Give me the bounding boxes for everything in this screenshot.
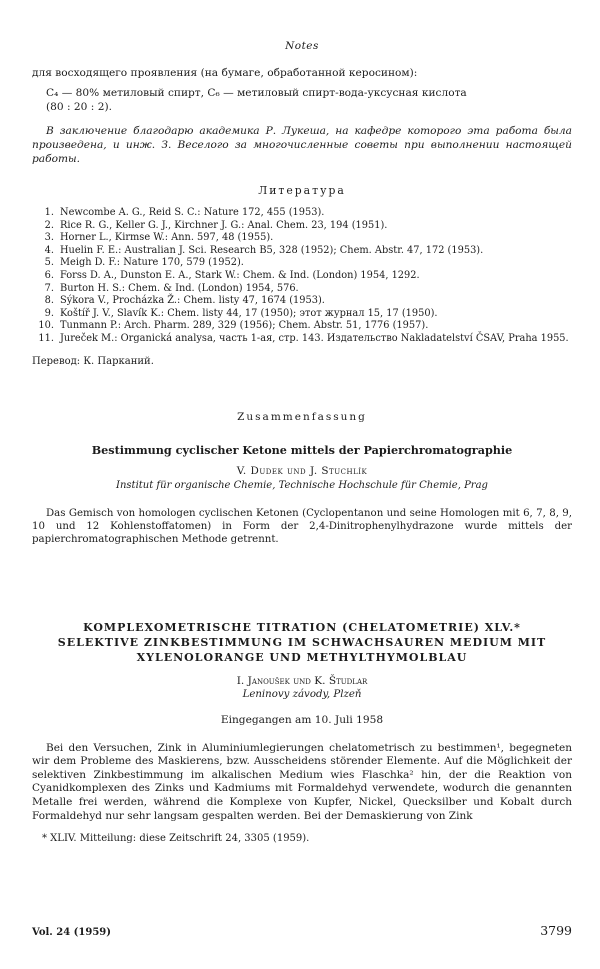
zusammenfassung-institute: Institut für organische Chemie, Technische Hochschule für Chemie, Prag [116, 479, 488, 491]
translator-credit: Перевод: К. Парканий. [32, 355, 154, 367]
reference-text: Newcombe A. G., Reid S. C.: Nature 172, 455 (1953). [60, 207, 325, 218]
solvent-line-2: (80 : 20 : 2). [46, 101, 112, 113]
article-authors: I. Janoušek und K. Študlar [236, 674, 368, 687]
article-title-line-1: KOMPLEXOMETRISCHE TITRATION (CHELATOMETRIE) XLV.* [83, 620, 521, 634]
article-title-line-2: SELEKTIVE ZINKBESTIMMUNG IM SCHWACHSAUREN MEDIUM MIT [57, 635, 547, 649]
reference-number: 4. [44, 244, 54, 256]
reference-item [32, 308, 572, 321]
reference-number: 8. [44, 295, 54, 307]
reference-text: Tunmann P.: Arch. Pharm. 289, 329 (1956); Chem. Abstr. 51, 1776 (1957). [60, 320, 429, 332]
zusammenfassung-title: Bestimmung cyclischer Ketone mittels der Papierchromatographie [91, 442, 513, 457]
reference-number: 1. [44, 207, 54, 218]
zusammenfassung-authors: V. Dudek und J. Stuchlík [236, 464, 368, 477]
reference-number: 11. [38, 332, 54, 344]
solvent-line-1: C₄ — 80% метиловый спирт, C₆ — метиловый спирт-вода-уксусная кислота [46, 87, 467, 99]
reference-text: Huelin F. E.: Australian J. Sci. Research B5, 328 (1952); Chem. Abstr. 47, 172 (1953). [60, 244, 484, 256]
article-title [32, 620, 572, 665]
reference-item [32, 232, 572, 245]
reference-item [32, 245, 572, 258]
reference-number: 6. [44, 269, 54, 281]
article-footnote: * XLIV. Mitteilung: diese Zeitschrift 24, 3305 (1959). [42, 833, 310, 845]
page-footer [32, 923, 572, 938]
reference-number: 3. [44, 232, 54, 244]
reference-item [32, 220, 572, 233]
page-number: 3799 [540, 923, 572, 938]
zusammenfassung-heading: Zusammenfassung [237, 410, 367, 423]
literature-heading: Литература [258, 184, 346, 197]
solvent-systems [46, 86, 572, 114]
reference-text: Meigh D. F.: Nature 170, 579 (1952). [60, 257, 244, 269]
acknowledgement: В заключение благодарю академика Р. Лукеша, на кафедре которого эта работа была произведена, и инж. З. Веселого за многочисленные советы при выполнении настоящей работы. [32, 125, 572, 165]
reference-list [32, 207, 572, 346]
reference-item [32, 207, 572, 220]
running-head: Notes [285, 40, 319, 52]
intro-line: для восходящего проявления (на бумаге, обработанной керосином): [32, 67, 418, 79]
reference-item [32, 283, 572, 296]
reference-number: 10. [38, 320, 54, 332]
reference-text: Burton H. S.: Chem. & Ind. (London) 1954, 576. [60, 282, 299, 294]
reference-item [32, 295, 572, 308]
zusammenfassung-body: Das Gemisch von homologen cyclischen Ketonen (Cyclopentanon und seine Homologen mit 6, 7, 8, 9, 10 und 12 Kohlenstoffatomen) in Form der 2,4-Dinitrophenylhydrazone wurde mittels der papierchromatographischen Methode getrennt. [32, 507, 572, 545]
reference-text: Horner L., Kirmse W.: Ann. 597, 48 (1955). [60, 232, 274, 244]
reference-number: 7. [44, 282, 54, 294]
reference-item [32, 270, 572, 283]
reference-number: 2. [44, 219, 54, 231]
reference-item [32, 257, 572, 270]
reference-item [32, 320, 572, 333]
reference-text: Jureček M.: Organická analysa, часть 1-ая, стр. 143. Издательство Nakladatelství ČSAV, Praha 1955. [60, 332, 569, 344]
reference-text: Sýkora V., Procházka Ž.: Chem. listy 47, 1674 (1953). [60, 295, 325, 307]
article-body: Bei den Versuchen, Zink in Aluminiumlegierungen chelatometrisch zu bestimmen¹, begegneten wir dem Probleme des Maskierens, bzw. Ausscheidens störender Elemente. Auf die Möglichkeit der selektiven Zinkbestimmung im alkalischen Medium wies Flaschka² hin, der die Reaktion von Cyanidkomplexen des Zinks und Kadmiums mit Formaldehyd verwendete, wodurch die genannten Metalle frei werden, während die Komplexe von Kupfer, Nickel, Quecksilber und Kobalt durch Formaldehyd nur sehr langsam gespalten werden. Bei der Demaskierung von Zink [32, 741, 572, 822]
reference-text: Rice R. G., Keller G. J., Kirchner J. G.: Anal. Chem. 23, 194 (1951). [60, 219, 388, 231]
reference-item [32, 333, 572, 346]
reference-number: 9. [44, 307, 54, 319]
article-affiliation: Leninovy závody, Plzeň [242, 688, 362, 700]
article-received-date: Eingegangen am 10. Juli 1958 [220, 713, 384, 726]
volume-label: Vol. 24 (1959) [32, 927, 111, 938]
reference-text: Forss D. A., Dunston E. A., Stark W.: Chem. & Ind. (London) 1954, 1292. [60, 269, 420, 281]
reference-text: Koštíř J. V., Slavík K.: Chem. listy 44, 17 (1950); этот журнал 15, 17 (1950). [60, 307, 438, 319]
reference-number: 5. [44, 257, 54, 269]
article-title-line-3: XYLENOLORANGE UND METHYLTHYMOLBLAU [136, 650, 468, 664]
